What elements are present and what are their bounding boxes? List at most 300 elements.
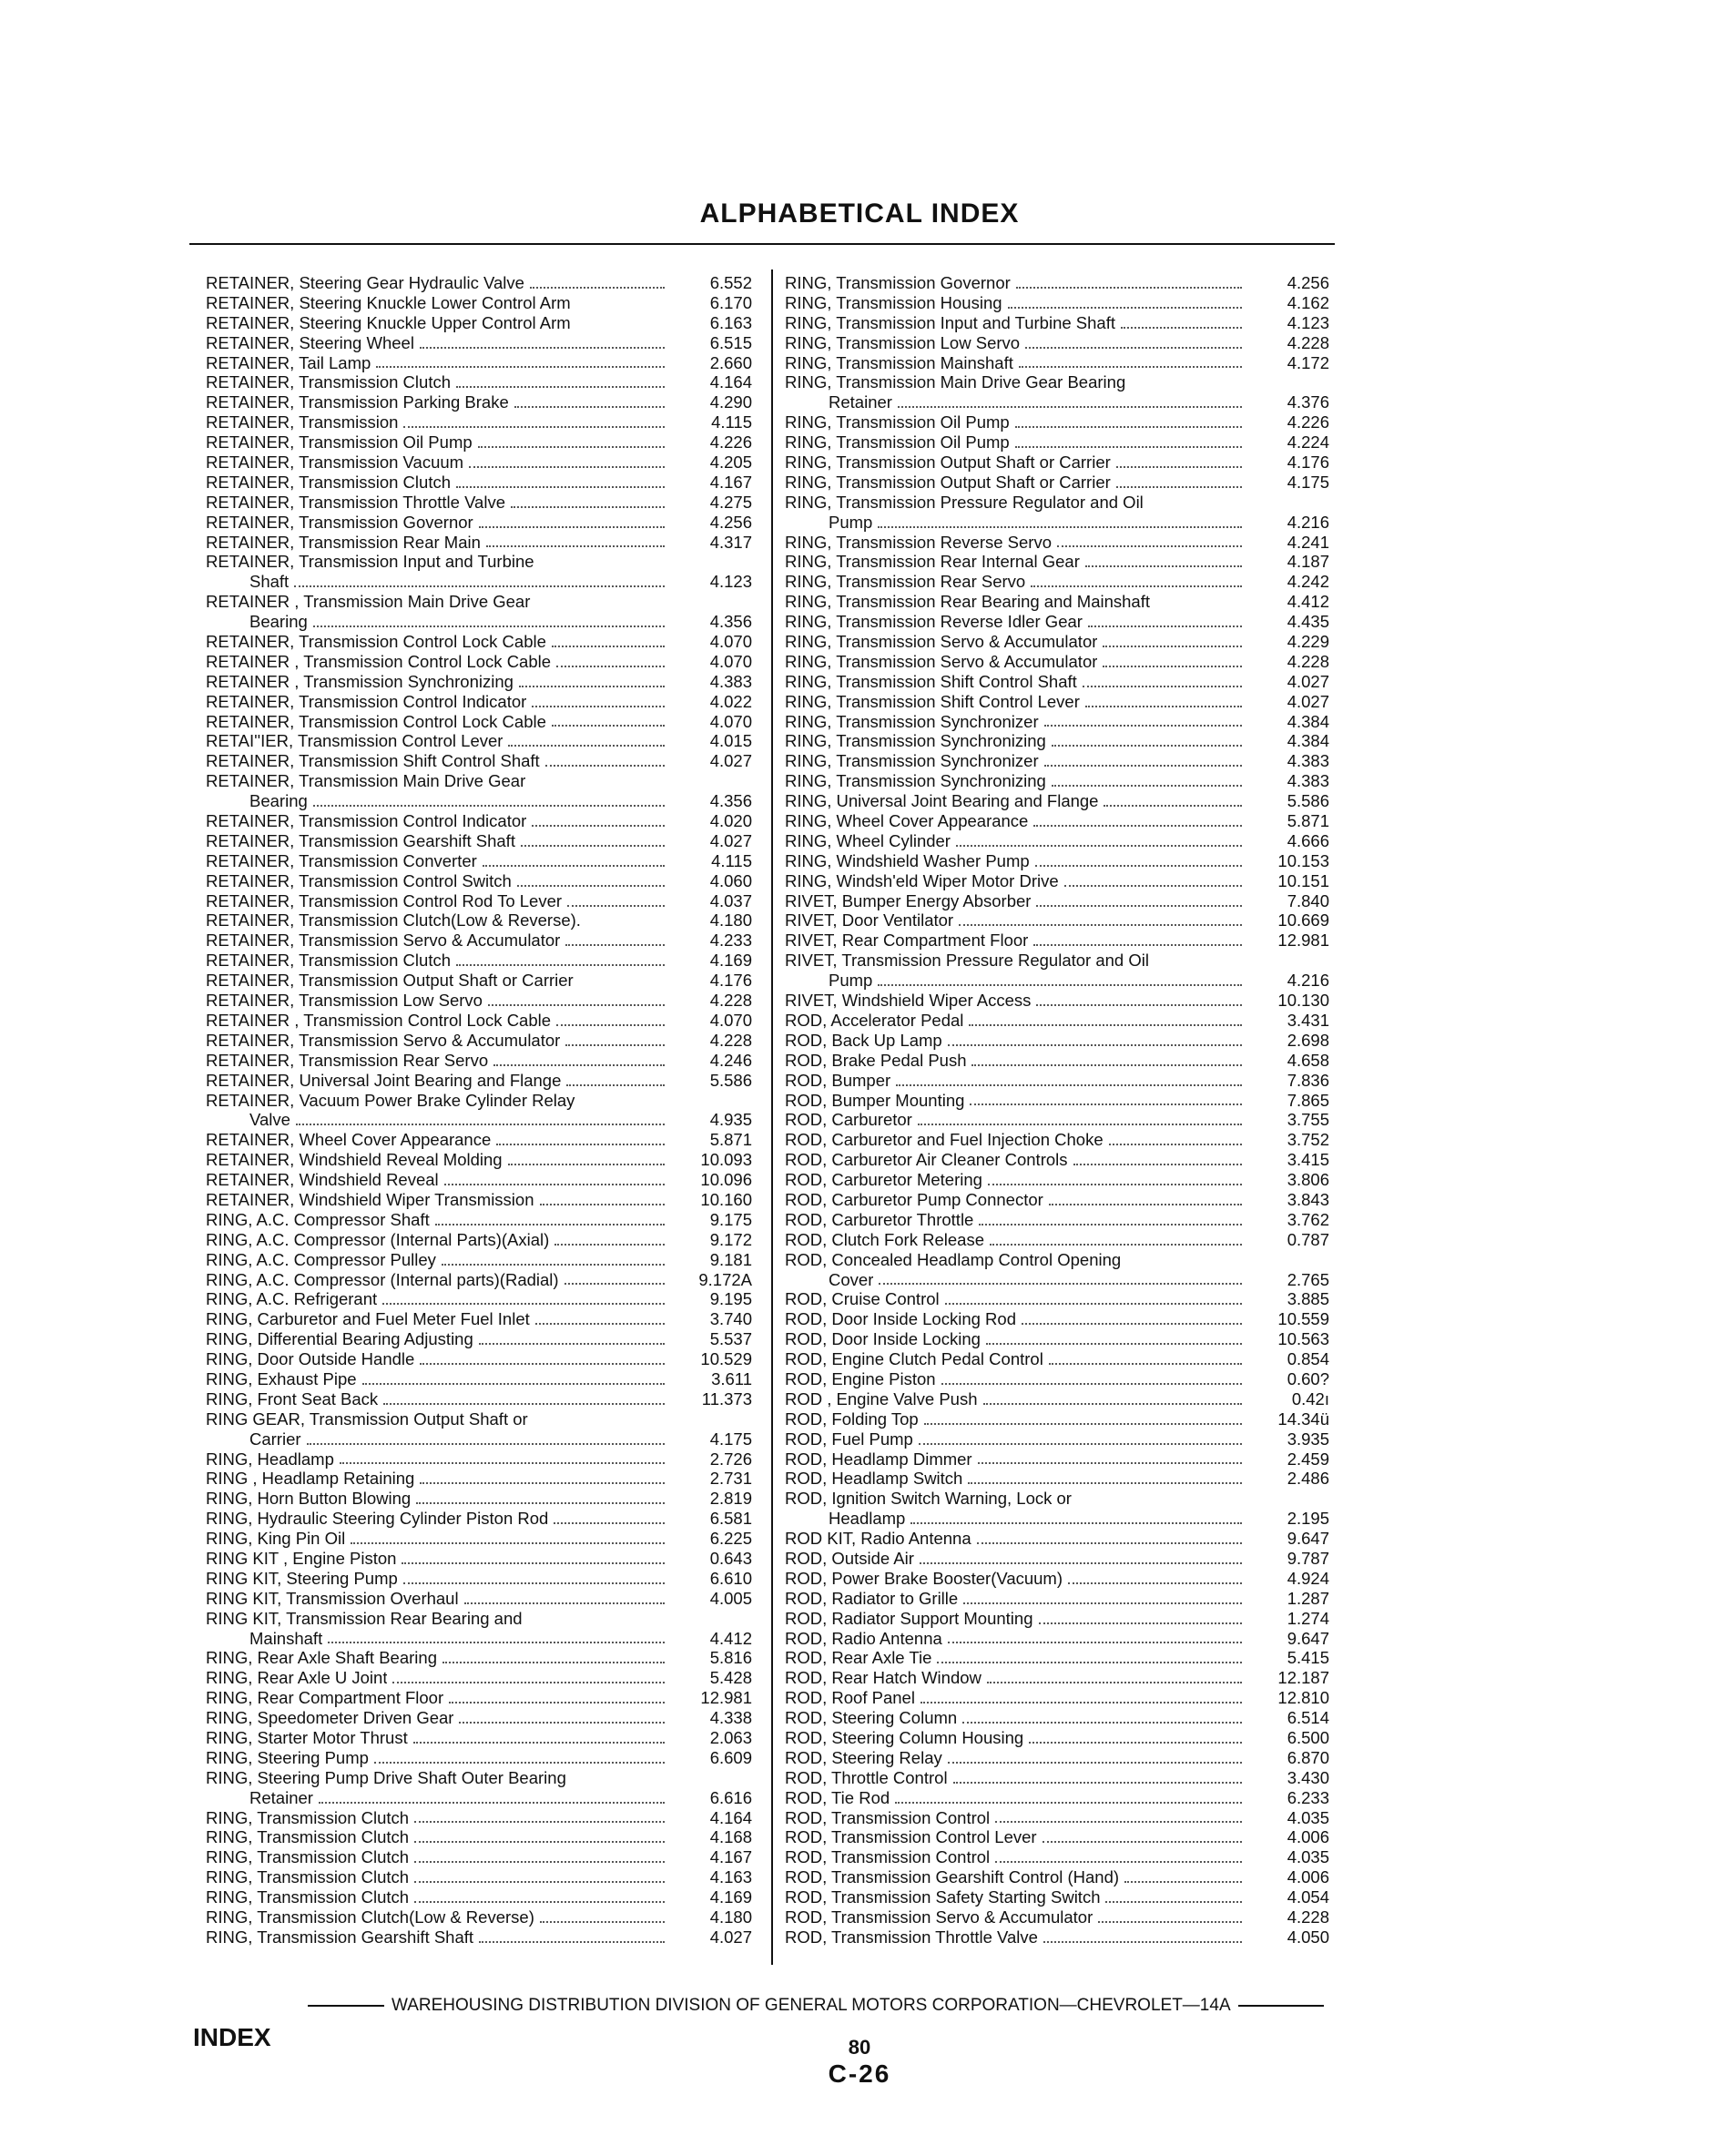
entry-name: ROD, Steering Column Housing [785, 1728, 1024, 1747]
index-column-right [785, 273, 1329, 1948]
dot-leader [414, 1861, 665, 1863]
dot-leader [1016, 287, 1242, 289]
index-entry [206, 552, 752, 572]
entry-name: RETAINER, Transmission Control Rod To Lever [206, 890, 563, 910]
dot-leader [990, 1244, 1242, 1246]
entry-name: RING, Headlamp [206, 1449, 334, 1469]
entry-name: RETAINER, Transmission Control Lock Cable [206, 711, 546, 731]
index-entry [785, 533, 1329, 553]
entry-page-number: 4.022 [709, 691, 752, 711]
entry-page-number: 2.660 [709, 352, 752, 372]
entry-name: RETAINER, Transmission Main Drive Gear [206, 771, 526, 791]
entry-name: RING, Transmission Synchronizing [785, 731, 1046, 751]
entry-name: RETAINER, Transmission Shift Control Shaft [206, 751, 540, 771]
index-entry [785, 372, 1329, 392]
entry-name: Pump [829, 512, 873, 532]
entry-page-number: 2.195 [1287, 1509, 1329, 1529]
index-entry [206, 1629, 752, 1649]
entry-page-number: 4.027 [1287, 671, 1329, 691]
entry-name: ROD, Steering Column [785, 1708, 958, 1728]
dot-leader [983, 1403, 1243, 1405]
index-entry [785, 1907, 1329, 1927]
dot-leader [413, 1742, 665, 1744]
entry-name: ROD, Concealed Headlamp Control Opening [785, 1249, 1122, 1269]
index-entry [206, 392, 752, 412]
entry-page-number: 4.050 [1287, 1927, 1329, 1947]
index-entry [206, 1808, 752, 1828]
dot-leader [978, 1462, 1242, 1464]
entry-name: Bearing [249, 612, 308, 632]
index-entry [206, 1827, 752, 1847]
entry-name: ROD, Transmission Servo & Accumulator [785, 1907, 1093, 1927]
entry-page-number: 4.226 [1287, 412, 1329, 432]
entry-page-number: 7.865 [1287, 1090, 1329, 1110]
index-entry [785, 1708, 1329, 1728]
dot-leader [1057, 545, 1242, 547]
entry-name: RING, Windsh'eld Wiper Motor Drive [785, 870, 1059, 890]
entry-name: RING, Exhaust Pipe [206, 1368, 357, 1388]
index-entry [785, 971, 1329, 991]
index-entry [785, 731, 1329, 751]
entry-page-number: 9.647 [1287, 1628, 1329, 1648]
entry-page-number: 3.752 [1287, 1130, 1329, 1150]
dot-leader [420, 347, 665, 349]
index-entry [785, 851, 1329, 871]
index-entry [785, 1250, 1329, 1270]
entry-name: RETAINER, Transmission [206, 412, 399, 432]
index-entry [206, 1927, 752, 1948]
entry-page-number: 4.054 [1287, 1887, 1329, 1907]
index-entry [206, 493, 752, 513]
index-entry [785, 1509, 1329, 1529]
entry-name: ROD, Headlamp Switch [785, 1469, 963, 1489]
dot-leader [508, 1164, 665, 1165]
index-entry [785, 811, 1329, 831]
entry-page-number: 5.415 [1287, 1648, 1329, 1668]
entry-page-number: 4.175 [1287, 472, 1329, 492]
dot-leader [313, 625, 665, 627]
index-entry [785, 1728, 1329, 1748]
entry-page-number: 0.787 [1287, 1229, 1329, 1249]
index-entry [206, 1449, 752, 1470]
dot-leader [556, 666, 665, 667]
entry-name: RING, Wheel Cylinder [785, 830, 951, 850]
entry-page-number: 4.228 [1287, 1907, 1329, 1927]
entry-name: ROD, Carburetor Air Cleaner Controls [785, 1150, 1068, 1170]
entry-name: ROD, Ignition Switch Warning, Lock or [785, 1489, 1072, 1509]
index-entry [206, 1509, 752, 1529]
index-entry [785, 1847, 1329, 1867]
index-entry [206, 1369, 752, 1389]
entry-page-number: 4.005 [709, 1588, 752, 1608]
title-rule [189, 243, 1335, 245]
entry-page-number: 4.070 [709, 632, 752, 652]
index-entry [206, 1230, 752, 1250]
entry-name: ROD, Transmission Control Lever [785, 1827, 1037, 1847]
dot-leader [376, 366, 665, 368]
entry-name: RING, Rear Axle Shaft Bearing [206, 1648, 437, 1668]
index-entry [785, 1469, 1329, 1489]
entry-name: RING KIT , Engine Piston [206, 1548, 397, 1568]
entry-page-number: 3.415 [1287, 1150, 1329, 1170]
dot-leader [970, 1103, 1242, 1105]
entry-page-number: 4.412 [709, 1628, 752, 1648]
index-entry [206, 1668, 752, 1688]
entry-name: RING, Transmission Clutch [206, 1807, 410, 1827]
index-entry [206, 1389, 752, 1409]
entry-name: ROD, Fuel Pump [785, 1429, 913, 1449]
dot-leader [1116, 466, 1242, 468]
dot-leader [479, 1343, 665, 1345]
dot-leader [918, 1124, 1242, 1125]
entry-name: ROD, Outside Air [785, 1548, 914, 1568]
entry-page-number: 4.924 [1287, 1568, 1329, 1588]
entry-name: ROD, Carburetor and Fuel Injection Choke [785, 1130, 1104, 1150]
entry-name: RETAI''IER, Transmission Control Lever [206, 731, 503, 751]
dot-leader [959, 924, 1242, 926]
index-entry [206, 1748, 752, 1768]
dot-leader [948, 1762, 1242, 1764]
entry-page-number: 4.169 [709, 1887, 752, 1907]
entry-page-number: 3.431 [1287, 1010, 1329, 1030]
page-title: ALPHABETICAL INDEX [699, 198, 1020, 229]
index-entry [206, 1887, 752, 1907]
dot-leader [444, 1184, 665, 1185]
entry-name: RING, King Pin Oil [206, 1529, 346, 1549]
entry-page-number: 5.871 [1287, 811, 1329, 831]
dot-leader [530, 287, 665, 289]
entry-page-number: 10.559 [1277, 1309, 1329, 1329]
entry-name: ROD, Radiator Support Mounting [785, 1608, 1033, 1628]
dot-leader [1105, 1901, 1242, 1903]
entry-name: RING, A.C. Compressor Shaft [206, 1209, 430, 1229]
entry-name: RETAINER, Transmission Oil Pump [206, 432, 473, 453]
entry-name: ROD, Transmission Throttle Valve [785, 1927, 1038, 1947]
index-entry [206, 791, 752, 811]
entry-page-number: 4.666 [1287, 830, 1329, 850]
index-entry [785, 412, 1329, 432]
dot-leader [878, 526, 1242, 528]
dot-leader [1064, 885, 1242, 887]
entry-page-number: 6.870 [1287, 1747, 1329, 1767]
entry-name: RETAINER, Transmission Control Indicator [206, 811, 527, 831]
entry-page-number: 12.187 [1277, 1668, 1329, 1688]
entry-page-number: 3.762 [1287, 1209, 1329, 1229]
dot-leader [414, 1821, 665, 1823]
entry-name: ROD, Clutch Fork Release [785, 1229, 984, 1249]
index-entry [785, 1369, 1329, 1389]
entry-name: RETAINER , Transmission Main Drive Gear [206, 592, 531, 612]
dot-leader [362, 1383, 665, 1385]
index-entry [206, 891, 752, 911]
entry-name: RETAINER, Windshield Reveal Molding [206, 1150, 503, 1170]
entry-name: RETAINER, Transmission Clutch [206, 472, 451, 492]
dot-leader [514, 406, 665, 408]
index-entry [785, 1071, 1329, 1091]
entry-name: RETAINER, Transmission Clutch(Low & Reverse). [206, 910, 581, 931]
entry-name: RETAINER, Transmission Low Servo [206, 991, 483, 1011]
entry-page-number: 4.162 [1287, 292, 1329, 312]
entry-page-number: 3.430 [1287, 1767, 1329, 1787]
index-entry [785, 1927, 1329, 1948]
entry-name: ROD, Bumper Mounting [785, 1090, 965, 1110]
index-entry [785, 513, 1329, 533]
index-label: INDEX [193, 2023, 271, 2051]
entry-page-number: 5.816 [709, 1648, 752, 1668]
entry-page-number: 0.60? [1287, 1368, 1329, 1388]
entry-page-number: 4.006 [1287, 1867, 1329, 1887]
dot-leader [1116, 486, 1242, 488]
entry-page-number: 5.871 [709, 1130, 752, 1150]
entry-page-number: 4.037 [709, 890, 752, 910]
index-entry [206, 1429, 752, 1449]
entry-name: RING, A.C. Compressor (Internal Parts)(Axial) [206, 1229, 550, 1249]
dot-leader [910, 1522, 1242, 1524]
entry-name: ROD, Throttle Control [785, 1767, 948, 1787]
index-entry [785, 1748, 1329, 1768]
page-number: 80 [848, 2036, 871, 2059]
index-entry [206, 712, 752, 732]
index-entry [785, 1808, 1329, 1828]
entry-name: RING, Transmission Rear Servo [785, 572, 1026, 592]
index-entry [206, 692, 752, 712]
index-entry [785, 1329, 1329, 1349]
entry-page-number: 5.428 [709, 1668, 752, 1688]
entry-page-number: 9.181 [709, 1249, 752, 1269]
entry-page-number: 4.006 [1287, 1827, 1329, 1847]
dot-leader [449, 1702, 665, 1703]
entry-name: RING, Differential Bearing Adjusting [206, 1329, 473, 1349]
entry-page-number: 5.586 [1287, 791, 1329, 811]
index-entry [785, 1150, 1329, 1170]
entry-page-number: 6.514 [1287, 1708, 1329, 1728]
entry-page-number: 4.376 [1287, 392, 1329, 412]
index-entry [785, 751, 1329, 771]
index-entry [785, 1609, 1329, 1629]
index-entry [206, 871, 752, 891]
dot-leader [493, 1064, 665, 1066]
entry-name: RING, Transmission Rear Internal Gear [785, 552, 1080, 572]
entry-name: RETAINER, Transmission Parking Brake [206, 392, 509, 412]
entry-name: RING, Transmission Clutch [206, 1867, 410, 1887]
dot-leader [456, 486, 665, 488]
entry-page-number: 1.274 [1287, 1608, 1329, 1628]
dot-leader [1044, 765, 1242, 767]
entry-name: RING GEAR, Transmission Output Shaft or [206, 1409, 528, 1429]
entry-page-number: 4.356 [709, 612, 752, 632]
dot-leader [414, 1901, 665, 1903]
dot-leader [1036, 905, 1242, 907]
index-entry [785, 712, 1329, 732]
index-entry [206, 1031, 752, 1051]
entry-name: RETAINER, Steering Knuckle Lower Control Arm [206, 292, 571, 312]
index-entry [206, 1071, 752, 1091]
dot-leader [945, 1303, 1242, 1305]
index-entry [785, 1230, 1329, 1250]
index-entry [785, 473, 1329, 493]
index-entry [206, 1150, 752, 1170]
index-entry [206, 592, 752, 612]
index-entry [206, 831, 752, 851]
index-entry [785, 632, 1329, 652]
entry-page-number: 4.256 [1287, 272, 1329, 292]
index-entry [206, 353, 752, 373]
entry-page-number: 2.726 [709, 1449, 752, 1469]
index-entry [206, 1867, 752, 1887]
entry-name: RING, Transmission Servo & Accumulator [785, 632, 1098, 652]
entry-page-number: 4.187 [1287, 552, 1329, 572]
entry-name: RING, Horn Button Blowing [206, 1489, 412, 1509]
index-entry [206, 372, 752, 392]
dot-leader [1088, 625, 1242, 627]
index-entry [206, 1130, 752, 1150]
entry-name: ROD, Transmission Safety Starting Switch [785, 1887, 1101, 1907]
index-entry [785, 1130, 1329, 1150]
entry-name: Valve [249, 1110, 290, 1130]
entry-name: RETAINER, Tail Lamp [206, 352, 371, 372]
entry-name: RIVET, Windshield Wiper Access [785, 991, 1032, 1011]
footer-line [308, 1996, 1331, 2016]
dot-leader [1035, 865, 1242, 867]
dot-leader [442, 1662, 665, 1663]
entry-name: ROD, Engine Piston [785, 1368, 936, 1388]
dot-leader [1121, 327, 1242, 329]
index-entry [785, 652, 1329, 672]
dot-leader [1029, 1742, 1242, 1744]
entry-page-number: 4.383 [1287, 771, 1329, 791]
entry-name: ROD, Rear Hatch Window [785, 1668, 982, 1688]
entry-page-number: 12.981 [1277, 931, 1329, 951]
index-entry [785, 1688, 1329, 1708]
entry-page-number: 4.115 [711, 850, 752, 870]
entry-name: RETAINER, Transmission Converter [206, 850, 477, 870]
entry-name: RING, Transmission Shift Control Lever [785, 691, 1080, 711]
index-entry [785, 453, 1329, 473]
entry-page-number: 4.224 [1287, 432, 1329, 453]
index-entry [206, 811, 752, 831]
entry-page-number: 4.205 [709, 453, 752, 472]
entry-name: ROD, Transmission Gearshift Control (Hand) [785, 1867, 1120, 1887]
entry-page-number: 6.616 [709, 1787, 752, 1807]
entry-page-number: 5.586 [709, 1070, 752, 1090]
dot-leader [1044, 725, 1242, 727]
entry-page-number: 10.563 [1277, 1329, 1329, 1349]
entry-name: RING, Transmission Synchronizing [785, 771, 1046, 791]
entry-page-number: 4.035 [1287, 1807, 1329, 1827]
entry-page-number: 11.373 [701, 1388, 752, 1409]
entry-page-number: 2.698 [1287, 1030, 1329, 1050]
dot-leader [1052, 745, 1242, 747]
index-entry [785, 1309, 1329, 1329]
entry-page-number: 4.027 [709, 1927, 752, 1947]
entry-name: ROD, Radiator to Grille [785, 1588, 959, 1608]
dot-leader [879, 1283, 1242, 1285]
entry-name: RING, Door Outside Handle [206, 1349, 415, 1369]
entry-name: RIVET, Bumper Energy Absorber [785, 890, 1032, 910]
entry-name: RING, Starter Motor Thrust [206, 1728, 408, 1747]
footer-text: WAREHOUSING DISTRIBUTION DIVISION OF GENERAL MOTORS CORPORATION—CHEVROLET—14A [392, 1996, 1231, 2015]
entry-name: RING, Transmission Input and Turbine Shaft [785, 312, 1115, 332]
entry-name: ROD KIT, Radio Antenna [785, 1529, 971, 1549]
entry-page-number: 4.338 [709, 1708, 752, 1728]
entry-name: RING, Transmission Oil Pump [785, 432, 1010, 453]
index-entry [206, 1708, 752, 1728]
dot-leader [508, 745, 665, 747]
entry-name: RETAINER, Transmission Clutch [206, 951, 451, 971]
index-entry [785, 1589, 1329, 1609]
index-entry [785, 1449, 1329, 1470]
entry-page-number: 4.180 [709, 910, 752, 931]
entry-page-number: 4.383 [1287, 751, 1329, 771]
entry-name: ROD, Door Inside Locking Rod [785, 1309, 1016, 1329]
entry-name: RING, A.C. Compressor Pulley [206, 1249, 436, 1269]
dot-leader [556, 1024, 665, 1026]
index-entry [785, 552, 1329, 572]
entry-page-number: 4.167 [709, 1847, 752, 1867]
index-entry [785, 1529, 1329, 1549]
entry-page-number: 4.123 [1287, 312, 1329, 332]
entry-page-number: 2.459 [1287, 1449, 1329, 1469]
entry-name: ROD, Power Brake Booster(Vacuum) [785, 1568, 1063, 1588]
dot-leader [986, 1343, 1242, 1345]
index-entry [206, 751, 752, 771]
entry-name: RETAINER, Transmission Input and Turbine [206, 552, 534, 572]
entry-page-number: 4.216 [1287, 512, 1329, 532]
entry-name: RETAINER, Windshield Reveal [206, 1170, 439, 1190]
entry-page-number: 3.806 [1287, 1170, 1329, 1190]
entry-page-number: 6.233 [1287, 1787, 1329, 1807]
dot-leader [374, 1762, 665, 1764]
entry-name: RING, Transmission Shift Control Shaft [785, 671, 1077, 691]
index-entry [206, 1768, 752, 1788]
index-entry [206, 652, 752, 672]
index-entry [206, 672, 752, 692]
dot-leader [459, 1722, 665, 1724]
index-entry [785, 1788, 1329, 1808]
dot-leader [1036, 1004, 1242, 1006]
entry-name: RIVET, Door Ventilator [785, 910, 954, 931]
entry-name: RING, Transmission Servo & Accumulator [785, 651, 1098, 671]
entry-page-number: 10.130 [1277, 991, 1329, 1011]
index-entry [206, 1011, 752, 1031]
entry-name: RING KIT, Transmission Rear Bearing and [206, 1608, 523, 1628]
dot-leader [479, 526, 665, 528]
entry-name: RING, Transmission Rear Bearing and Mainshaft [785, 592, 1151, 612]
entry-name: RETAINER, Transmission Governor [206, 512, 473, 532]
entry-name: RETAINER, Transmission Control Lock Cable [206, 632, 546, 652]
entry-page-number: 3.740 [709, 1309, 752, 1329]
entry-page-number: 7.840 [1287, 890, 1329, 910]
entry-page-number: 2.063 [709, 1728, 752, 1747]
entry-page-number: 10.096 [700, 1170, 752, 1190]
dot-leader [545, 765, 665, 767]
dot-leader [1008, 307, 1242, 309]
entry-name: RETAINER , Transmission Synchronizing [206, 671, 514, 691]
entry-name: RING, Transmission Synchronizer [785, 751, 1039, 771]
entry-name: RETAINER, Transmission Throttle Valve [206, 492, 505, 512]
index-entry [206, 1728, 752, 1748]
dot-leader [517, 885, 665, 887]
entry-page-number: 4.228 [1287, 332, 1329, 352]
entry-name: RING, Transmission Housing [785, 292, 1002, 312]
dot-leader [540, 1204, 666, 1205]
dot-leader [987, 1682, 1242, 1683]
index-entry [785, 592, 1329, 612]
dot-leader [532, 825, 665, 827]
entry-page-number: 4.935 [709, 1110, 752, 1130]
index-entry [206, 1907, 752, 1927]
index-entry [785, 1031, 1329, 1051]
